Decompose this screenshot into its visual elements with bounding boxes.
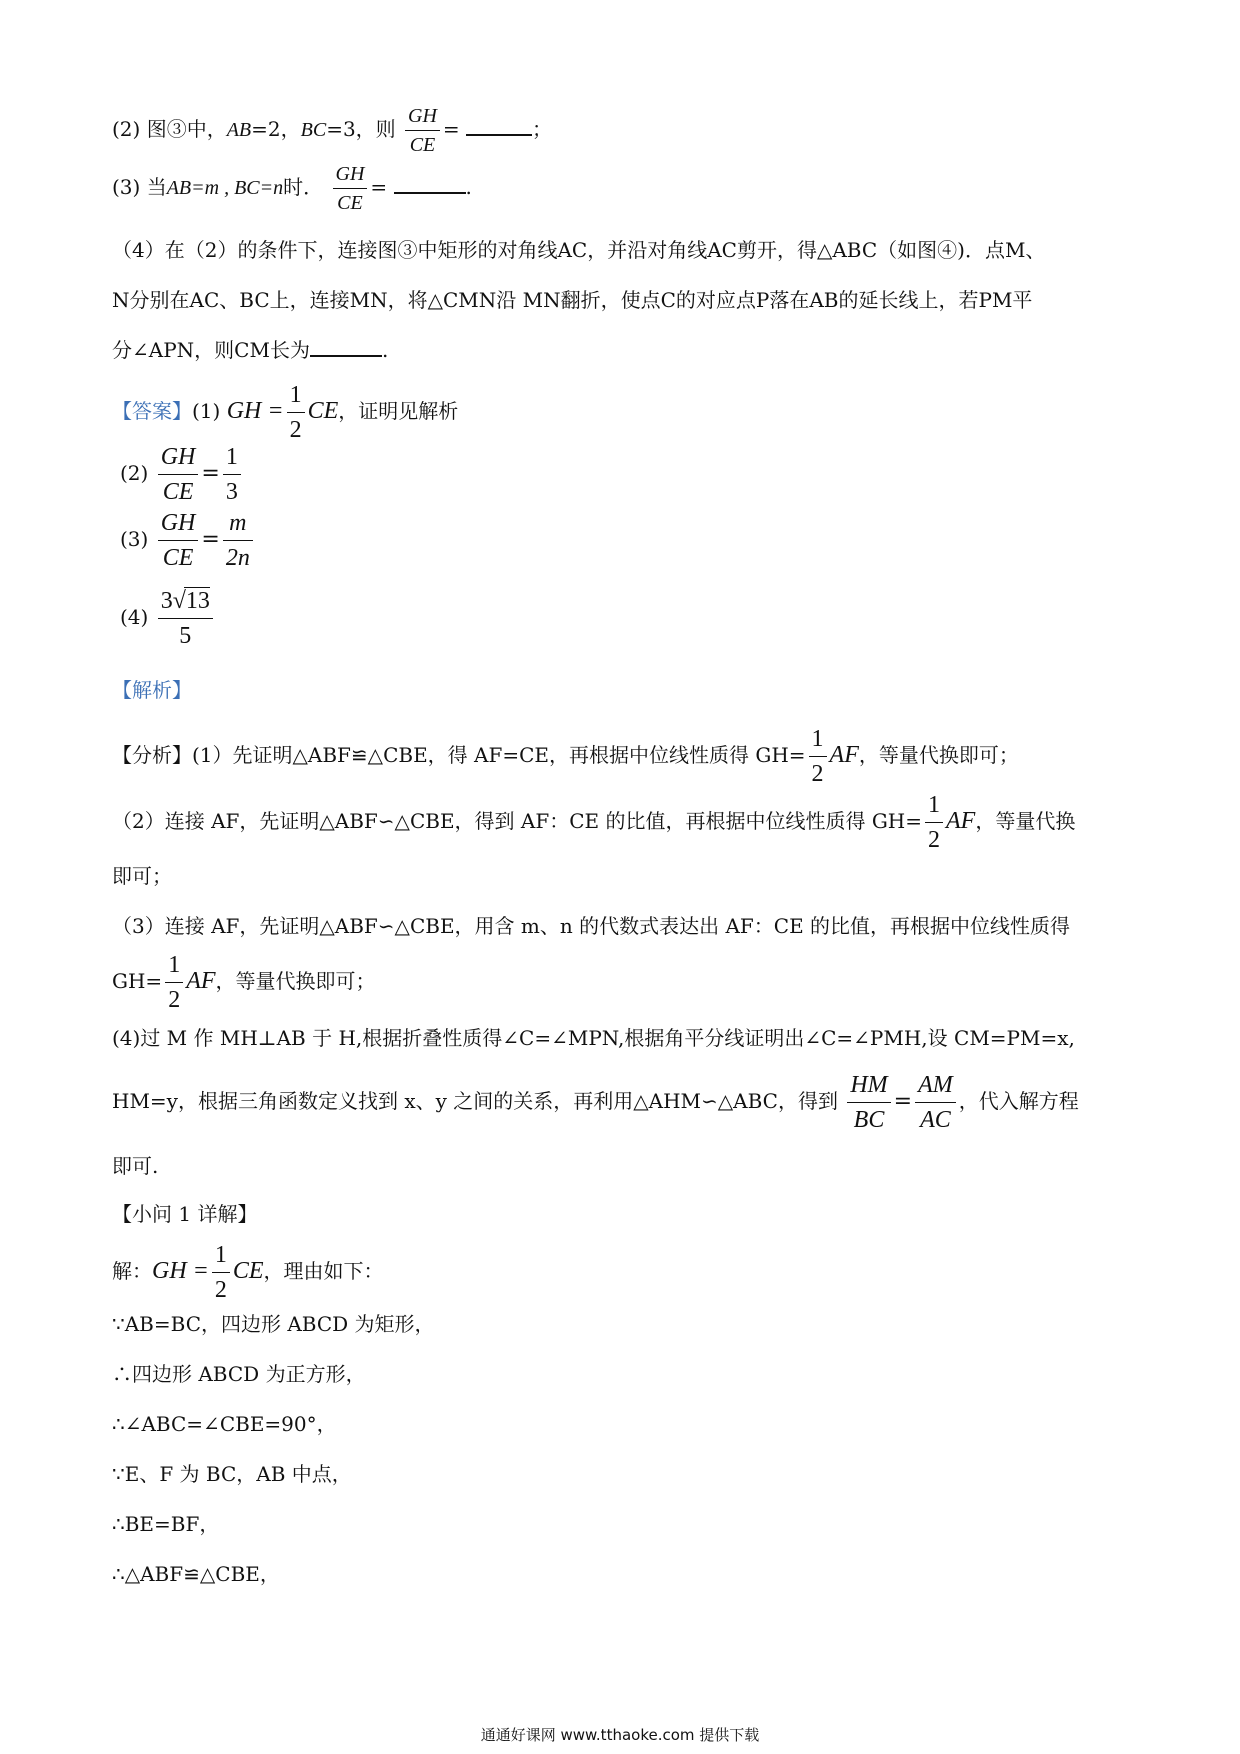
analysis-1: 【分析】(1）先证明△ABF≌△CBE，得 AF=CE，再根据中位线性质得 GH= $\frac{1}{2}$ AF，等量代换即可；	[112, 722, 1019, 791]
fraction-am-ac: $\frac{AM}{AC}$	[915, 1068, 956, 1137]
fraction-m-2n: $\frac{m}{2n}$	[223, 506, 253, 575]
detail-step-3: ∴四边形 ABCD 为正方形，	[112, 1362, 366, 1386]
question-4-line-2: N分别在AC、BC上，连接MN，将△CMN沿 MN翻折，使点C的对应点P落在AB的延长线上，若PM平	[112, 288, 1033, 312]
analysis-4-cont: HM=y，根据三角函数定义找到 x、y 之间的关系，再利用△AHM∽△ABC，得到 $\frac{HM}{BC}$ = $\frac{AM}{AC}$ ，代入解方程	[112, 1068, 1079, 1137]
detail-tag: 【小问 1 详解】	[112, 1202, 258, 1226]
fraction-one-half: $\frac{1}{2}$	[925, 788, 943, 857]
detail-step-7: ∴△ABF≌△CBE，	[112, 1562, 280, 1586]
detail-step-2: ∵AB=BC，四边形 ABCD 为矩形，	[112, 1312, 435, 1336]
question-4-line-3: 分∠APN，则CM长为 .	[112, 338, 389, 362]
answer-2: (2) $\frac{GH}{CE}$ = $\frac{1}{3}$	[120, 440, 244, 509]
fraction-gh-ce: $\frac{GH}{CE}$	[333, 160, 368, 217]
page-footer: 通通好课网 www.tthaoke.com 提供下载	[480, 1726, 760, 1744]
analysis-4: (4)过 M 作 MH⊥AB 于 H,根据折叠性质得∠C=∠MPN,根据角平分线证明出∠C=∠PMH,设 CM=PM=x,	[112, 1026, 1075, 1050]
analysis-2: （2）连接 AF，先证明△ABF∽△CBE，得到 AF：CE 的比值，再根据中位线性质得 GH= $\frac{1}{2}$ AF，等量代换	[112, 788, 1075, 857]
sqrt-icon: √	[172, 588, 186, 614]
q2-number: (2)	[112, 117, 141, 141]
detail-step-6: ∴BE=BF，	[112, 1512, 220, 1536]
analysis-3-cont: GH= $\frac{1}{2}$ AF，等量代换即可；	[112, 948, 376, 1017]
answer-4: (4) $\frac{3√13}{5}$	[120, 582, 216, 653]
answer-blank	[466, 120, 532, 136]
question-3: (3) 当AB=m , BC=n时． $\frac{GH}{CE}$ = .	[112, 160, 472, 217]
answer-3: (3) $\frac{GH}{CE}$ = $\frac{m}{2n}$	[120, 506, 256, 575]
analysis-3: （3）连接 AF，先证明△ABF∽△CBE，用含 m、n 的代数式表达出 AF：CE 的比值，再根据中位线性质得	[112, 914, 1071, 938]
answer-tag: 【答案】	[112, 399, 192, 423]
answer-blank	[394, 178, 466, 194]
fraction-one-half: $\frac{1}{2}$	[165, 948, 183, 1017]
answer-blank	[310, 341, 382, 357]
fraction-gh-ce: $\frac{GH}{CE}$	[405, 102, 440, 159]
detail-step-5: ∵E、F 为 BC，AB 中点，	[112, 1462, 352, 1486]
answer-1: 【答案】(1) GH = $\frac{1}{2}$ CE，证明见解析	[112, 378, 458, 447]
fraction-3-sqrt13-over-5: $\frac{3√13}{5}$	[158, 584, 213, 653]
analysis-2-cont: 即可；	[112, 864, 172, 888]
detail-step-4: ∴∠ABC=∠CBE=90°，	[112, 1412, 337, 1436]
question-2: (2) 图③中，AB=2，BC=3，则 $\frac{GH}{CE}$ = ；	[112, 102, 552, 159]
fraction-one-third: $\frac{1}{3}$	[223, 440, 241, 509]
detail-step-1: 解：GH = $\frac{1}{2}$ CE，理由如下：	[112, 1238, 384, 1307]
fraction-one-half: $\frac{1}{2}$	[809, 722, 827, 791]
fraction-hm-bc: $\frac{HM}{BC}$	[847, 1068, 890, 1137]
question-4-line-1: （4）在（2）的条件下，连接图③中矩形的对角线AC，并沿对角线AC剪开，得△ABC（如图④)．点M、	[112, 238, 1046, 262]
analysis-tag: 【解析】	[112, 678, 192, 702]
fraction-one-half: $\frac{1}{2}$	[212, 1238, 230, 1307]
fraction-gh-ce: $\frac{GH}{CE}$	[158, 506, 199, 575]
fraction-gh-ce: $\frac{GH}{CE}$	[158, 440, 199, 509]
analysis-4-end: 即可.	[112, 1154, 159, 1178]
fraction-one-half: $\frac{1}{2}$	[287, 378, 305, 447]
